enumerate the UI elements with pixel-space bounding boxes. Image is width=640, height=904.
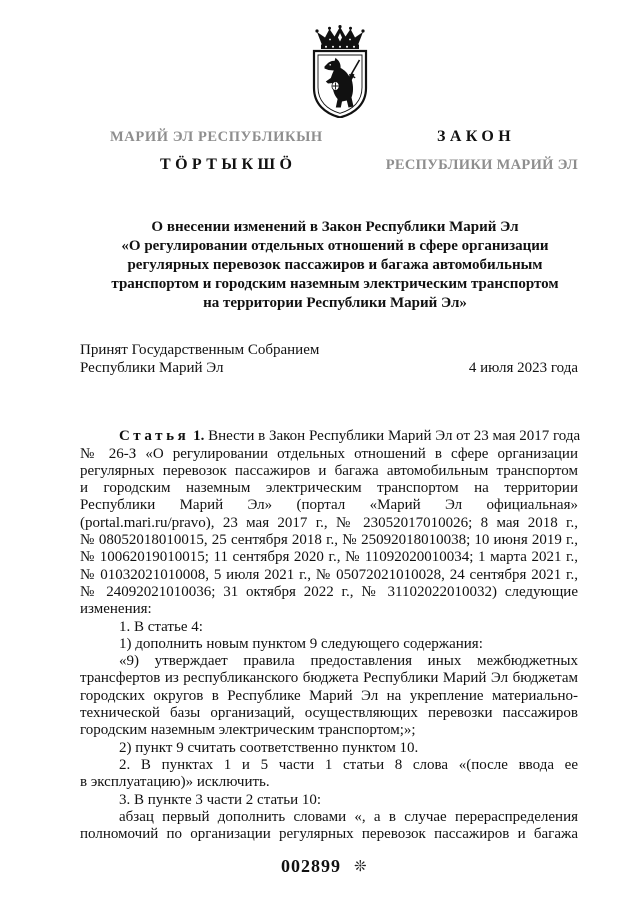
- adoption-body-line: Принят Государственным Собранием: [80, 342, 320, 359]
- header-law-label-russian: ЗАКОН: [437, 128, 516, 145]
- article-line: № 10062019010015; 11 сентября 2020 г., № 11092020010034; 1 марта 2021 г.,: [80, 549, 578, 566]
- article-paragraph: [80, 619, 578, 636]
- article-heading-number: 1.: [193, 428, 205, 445]
- article-line-text: Внести в Закон Республики Марий Эл от 23 мая 2017 года: [208, 428, 581, 445]
- crown-icon: [315, 25, 364, 49]
- article-line: 1. В статье 4:: [119, 618, 203, 635]
- law-title-line: регулярных перевозок пассажиров и багажа автомобильным: [127, 256, 543, 273]
- article-line: городским наземным электрическим транспортом;»;: [80, 722, 416, 739]
- header-law-label-mari: ТӦРТЫКШӦ: [160, 156, 297, 173]
- article-line: 1) дополнить новым пунктом 9 следующего содержания:: [119, 635, 483, 652]
- document-serial-number: 002899: [281, 856, 341, 876]
- article-line: «9) утверждает правила предоставления иных межбюджетных: [119, 653, 578, 670]
- article-heading-word: Статья: [119, 428, 190, 445]
- article-line: № 08052018010015, 25 сентября 2018 г., № 25092018010038; 10 июня 2019 г.,: [80, 532, 578, 549]
- law-title-line: «О регулировании отдельных отношений в сфере организации: [121, 237, 549, 254]
- header-republic-name-russian: РЕСПУБЛИКИ МАРИЙ ЭЛ: [385, 157, 578, 173]
- article-paragraph: [80, 740, 578, 757]
- article-paragraph: [80, 428, 581, 618]
- article-line: 3. В пункте 3 части 2 статьи 10:: [119, 791, 322, 808]
- adoption-body-line: Республики Марий Эл: [80, 359, 224, 376]
- article-line: полномочий по организации регулярных перевозок пассажиров и багажа: [80, 826, 578, 843]
- article-line: 2. В пунктах 1 и 5 части 1 статьи 8 слова «(после ввода ее: [119, 756, 578, 773]
- article-line: 2) пункт 9 считать соответственно пунктом 10.: [119, 739, 419, 756]
- article-line: Республики Марий Эл» (портал «Марий Эл официальная»: [80, 497, 578, 514]
- article-line: регулярных перевозок пассажиров и багажа автомобильным транспортом: [80, 462, 578, 479]
- law-title-line: на территории Республики Марий Эл»: [203, 294, 467, 311]
- article-line: № 24092021010036; 31 октября 2022 г., № 31102022010032) следующие: [80, 583, 578, 600]
- law-title: [80, 218, 590, 313]
- article-paragraph: [80, 757, 578, 792]
- article-paragraph: [80, 792, 578, 809]
- adoption-date: 4 июля 2023 года: [468, 359, 578, 376]
- article-line: изменения:: [80, 601, 152, 618]
- law-title-line: О внесении изменений в Закон Республики Марий Эл: [151, 218, 519, 235]
- article-paragraph: [80, 636, 578, 653]
- coat-of-arms-icon: [311, 25, 369, 118]
- article-line: городских округов в Республике Марий Эл на укрепление материально-: [80, 687, 578, 704]
- article-body: [80, 428, 581, 843]
- article-line: (portal.mari.ru/pravo), 23 мая 2017 г., № 23052017010026; 8 мая 2018 г.,: [80, 514, 578, 531]
- header-republic-name-mari: МАРИЙ ЭЛ РЕСПУБЛИКЫН: [110, 129, 323, 145]
- article-line: трансфертов из республиканского бюджета Республики Марий Эл бюджетам: [80, 670, 578, 687]
- article-line: в эксплуатацию)» исключить.: [80, 774, 270, 791]
- adoption-info: [80, 342, 578, 377]
- article-line: технической базы организаций, осуществляющих перевозки пассажиров: [80, 705, 578, 722]
- article-line: абзац первый дополнить словами «, а в случае перераспределения: [119, 808, 578, 825]
- article-line: и городским наземным электрическим транспортом на территории: [80, 480, 578, 497]
- article-line: № 26-З «О регулировании отдельных отношений в сфере организации: [80, 445, 578, 462]
- law-title-line: транспортом и городским наземным электрическим транспортом: [111, 275, 559, 292]
- article-line: № 01032021010008, 5 июля 2021 г., № 05072021010028, 24 сентября 2021 г.,: [80, 566, 578, 583]
- asterisk-ornament-icon: [354, 857, 367, 875]
- article-line: [80, 428, 581, 445]
- article-paragraph: [80, 809, 578, 844]
- article-paragraph: [80, 653, 578, 739]
